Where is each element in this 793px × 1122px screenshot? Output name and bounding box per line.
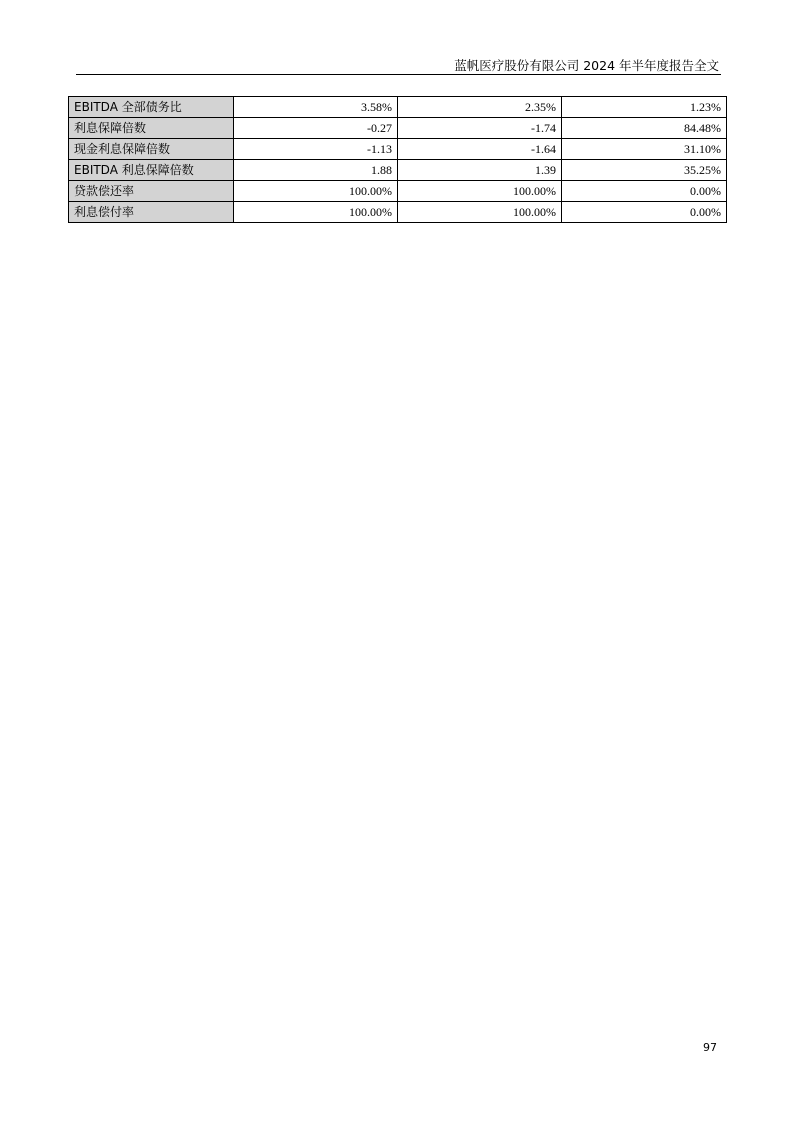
table-cell: 35.25% (562, 160, 727, 181)
table-cell: -1.13 (234, 139, 398, 160)
table-cell: 100.00% (398, 202, 562, 223)
table-cell: 0.00% (562, 202, 727, 223)
table-cell: -1.74 (398, 118, 562, 139)
table-cell: 100.00% (234, 181, 398, 202)
table-cell: 31.10% (562, 139, 727, 160)
header-divider (76, 74, 721, 75)
row-label: 利息保障倍数 (69, 118, 234, 139)
table-row (69, 181, 727, 202)
page-header-title: 蓝帆医疗股份有限公司 2024 年半年度报告全文 (454, 58, 719, 73)
table-cell: 1.23% (562, 97, 727, 118)
page-number: 97 (703, 1041, 717, 1054)
table-row (69, 139, 727, 160)
table-cell: 84.48% (562, 118, 727, 139)
row-label: 现金利息保障倍数 (69, 139, 234, 160)
table-cell: -1.64 (398, 139, 562, 160)
table-cell: 1.88 (234, 160, 398, 181)
table-cell: 0.00% (562, 181, 727, 202)
table-cell: 3.58% (234, 97, 398, 118)
row-label: 贷款偿还率 (69, 181, 234, 202)
row-label: EBITDA 利息保障倍数 (69, 160, 234, 181)
table-row (69, 202, 727, 223)
table-row (69, 118, 727, 139)
table-cell: 2.35% (398, 97, 562, 118)
table-row (69, 97, 727, 118)
row-label: EBITDA 全部债务比 (69, 97, 234, 118)
financial-ratios-table (68, 96, 727, 223)
row-label: 利息偿付率 (69, 202, 234, 223)
table-cell: 100.00% (234, 202, 398, 223)
table-row (69, 160, 727, 181)
table-cell: -0.27 (234, 118, 398, 139)
table-cell: 1.39 (398, 160, 562, 181)
table-cell: 100.00% (398, 181, 562, 202)
